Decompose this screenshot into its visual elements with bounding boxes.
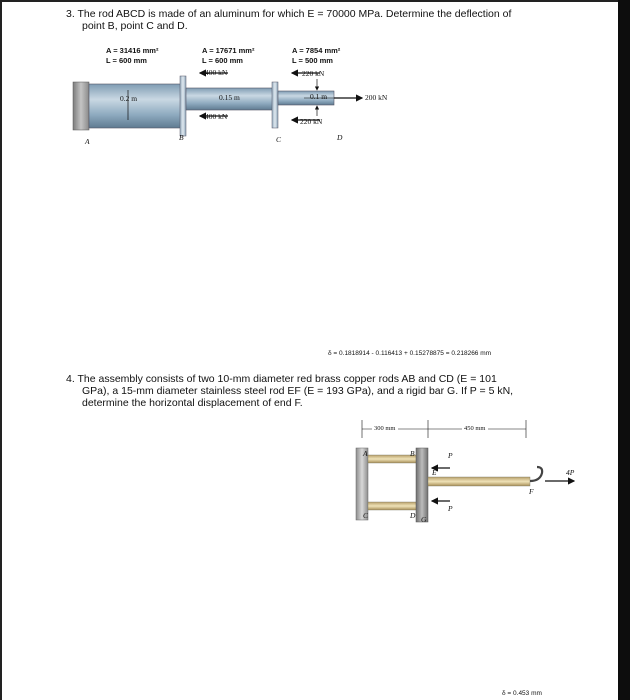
dia1-label: 0.2 m	[120, 94, 138, 103]
label-e: E	[432, 468, 437, 477]
problem3-answer: δ = 0.1818914 - 0.116413 + 0.15278875 = 0.218266 mm	[328, 350, 492, 357]
label-c: C	[363, 511, 369, 520]
rigid-bar-g	[416, 448, 428, 522]
problem3-line1: 3. The rod ABCD is made of an aluminum for which E = 70000 MPa. Determine the deflection of	[66, 8, 512, 20]
force-end-d-label: 200 kN	[365, 93, 388, 102]
label-b: B	[410, 449, 415, 458]
point-b-label: B	[179, 133, 184, 142]
seg2-length: L = 600 mm	[202, 56, 243, 65]
label-4p: 4P	[566, 468, 575, 477]
problem3-line2: point B, point C and D.	[82, 20, 188, 32]
dimension-450: 450 mm	[464, 425, 486, 432]
label-p-bottom: P	[448, 504, 453, 513]
force-bottom-c-label: 220 kN	[300, 117, 323, 126]
problem4-answer: δ = 0.453 mm	[502, 690, 542, 697]
seg3-area: A = 7854 mm²	[292, 46, 341, 55]
rod-cd	[368, 502, 418, 510]
dia2-label: 0.15 m	[219, 93, 240, 102]
problem4-line1: 4. The assembly consists of two 10-mm diameter red brass copper rods AB and CD (E = 101	[66, 373, 497, 385]
point-a-label: A	[85, 137, 90, 146]
label-p-top: P	[448, 451, 453, 460]
problem4-line2: GPa), a 15-mm diameter stainless steel rod EF (E = 193 GPa), and a rigid bar G. If P = 5 kN,	[82, 385, 514, 397]
point-d-label: D	[337, 133, 343, 142]
dimension-300: 300 mm	[374, 425, 396, 432]
seg3-length: L = 500 mm	[292, 56, 333, 65]
label-a: A	[363, 449, 368, 458]
hook-f	[530, 467, 542, 481]
dia3-label: 0.1 m	[310, 92, 328, 101]
problem4-line3: determine the horizontal displacement of end F.	[82, 397, 303, 409]
rod-ef	[428, 477, 530, 486]
point-c-label: C	[276, 135, 282, 144]
seg1-length: L = 600 mm	[106, 56, 147, 65]
force-top-c-label: 220 kN	[302, 69, 325, 78]
seg1-area: A = 31416 mm²	[106, 46, 159, 55]
force-bottom-b-label: 400 kN	[205, 112, 228, 121]
support-wall	[356, 448, 368, 520]
force-top-b-label: 400 kN	[205, 68, 228, 77]
label-d: D	[410, 511, 416, 520]
seg2-area: A = 17671 mm²	[202, 46, 255, 55]
label-g: G	[421, 515, 427, 524]
label-f: F	[529, 487, 534, 496]
